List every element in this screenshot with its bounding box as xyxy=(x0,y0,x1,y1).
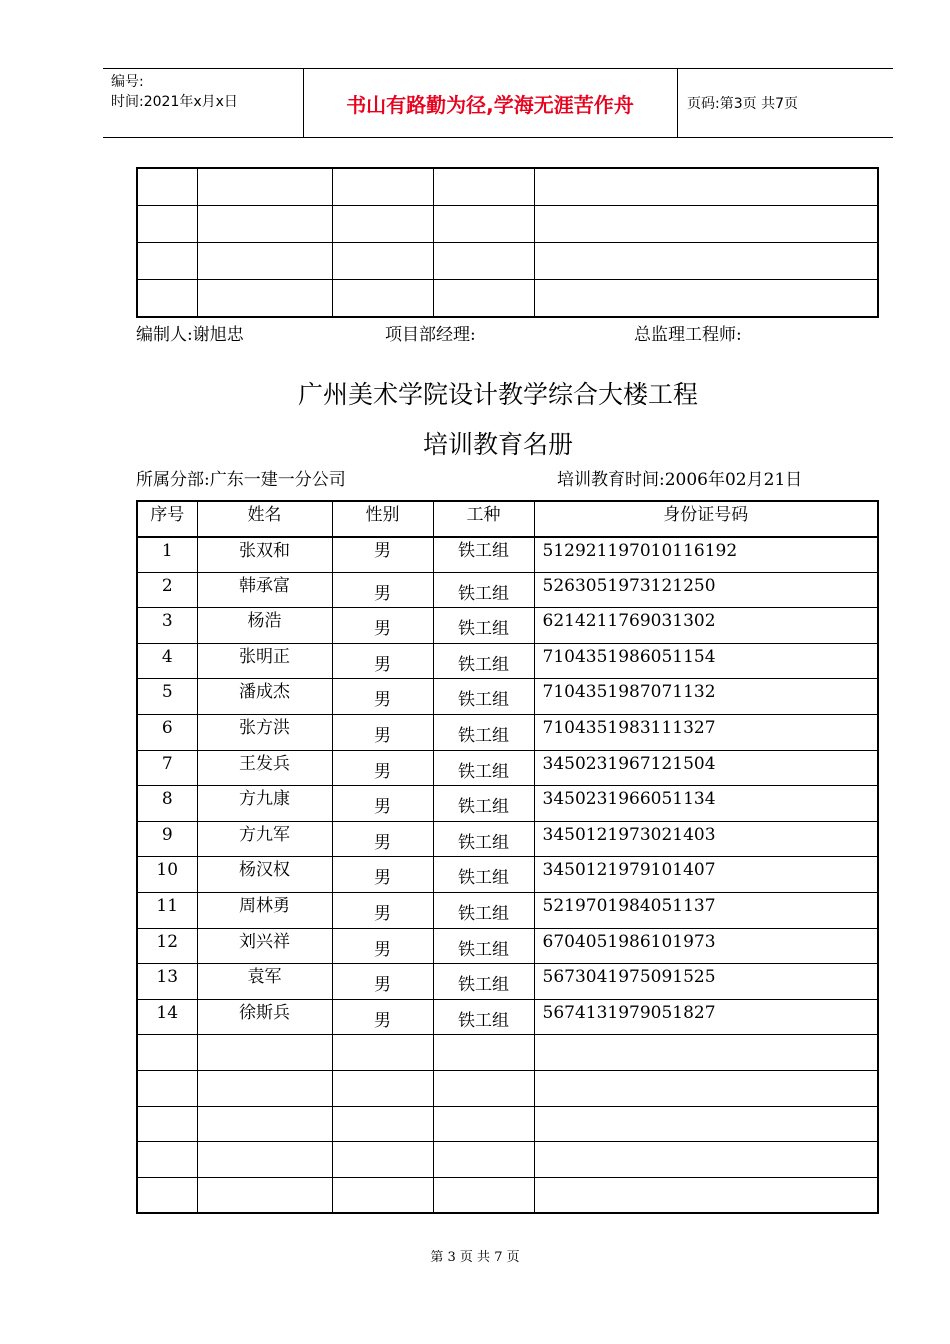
row-trade: 铁工组 xyxy=(433,572,534,608)
row-number: 4 xyxy=(137,643,197,679)
row-number: 13 xyxy=(137,964,197,1000)
supervisor-signature: 总监理工程师: xyxy=(634,325,742,345)
motto: 书山有路勤为径,学海无涯苦作舟 xyxy=(303,69,678,137)
empty-cell xyxy=(197,1106,332,1142)
row-name: 王发兵 xyxy=(197,750,332,786)
page-footer: 第 3 页 共 7 页 xyxy=(430,1250,520,1265)
table-row xyxy=(137,821,878,857)
header-trade: 工种 xyxy=(433,501,534,537)
document-subtitle: 培训教育名册 xyxy=(422,430,573,459)
table-row xyxy=(137,537,878,573)
row-gender: 男 xyxy=(332,537,433,573)
row-trade: 铁工组 xyxy=(433,821,534,857)
row-id-number: 5674131979051827 xyxy=(534,999,878,1035)
row-name: 袁军 xyxy=(197,964,332,1000)
row-number: 12 xyxy=(137,928,197,964)
table-row xyxy=(137,893,878,929)
compiler-signature: 编制人:谢旭忠 xyxy=(136,325,244,345)
table-row xyxy=(137,715,878,751)
row-number: 3 xyxy=(137,608,197,644)
row-name: 周林勇 xyxy=(197,893,332,929)
empty-row xyxy=(137,1071,878,1107)
document-title: 广州美术学院设计教学综合大楼工程 xyxy=(297,380,698,409)
row-number: 7 xyxy=(137,750,197,786)
empty-cell xyxy=(534,1106,878,1142)
empty-row xyxy=(137,1035,878,1071)
empty-cell xyxy=(534,1177,878,1213)
empty-cell xyxy=(197,1142,332,1178)
row-gender: 男 xyxy=(332,608,433,644)
row-trade: 铁工组 xyxy=(433,750,534,786)
number-label: 编号: xyxy=(111,74,144,90)
page-label: 页码:第3页 共7页 xyxy=(687,96,798,112)
empty-row xyxy=(137,1142,878,1178)
row-trade: 铁工组 xyxy=(433,999,534,1035)
row-number: 10 xyxy=(137,857,197,893)
row-id-number: 5673041975091525 xyxy=(534,964,878,1000)
row-id-number: 3450121979101407 xyxy=(534,857,878,893)
empty-cell xyxy=(433,1177,534,1213)
table-row xyxy=(137,243,878,280)
table-header-row xyxy=(137,501,878,537)
table-row xyxy=(137,168,878,206)
row-gender: 男 xyxy=(332,679,433,715)
row-number: 14 xyxy=(137,999,197,1035)
empty-cell xyxy=(332,1071,433,1107)
row-name: 方九康 xyxy=(197,786,332,822)
row-number: 9 xyxy=(137,821,197,857)
empty-cell xyxy=(197,1177,332,1213)
row-id-number: 7104351987071132 xyxy=(534,679,878,715)
empty-cell xyxy=(197,1035,332,1071)
row-trade: 铁工组 xyxy=(433,964,534,1000)
row-gender: 男 xyxy=(332,750,433,786)
row-gender: 男 xyxy=(332,857,433,893)
manager-signature: 项目部经理: xyxy=(385,325,476,345)
table-row xyxy=(137,999,878,1035)
empty-cell xyxy=(137,1106,197,1142)
row-trade: 铁工组 xyxy=(433,608,534,644)
row-name: 徐斯兵 xyxy=(197,999,332,1035)
row-id-number: 6214211769031302 xyxy=(534,608,878,644)
row-trade: 铁工组 xyxy=(433,786,534,822)
row-id-number: 6704051986101973 xyxy=(534,928,878,964)
row-id-number: 3450231966051134 xyxy=(534,786,878,822)
empty-cell xyxy=(332,1177,433,1213)
row-trade: 铁工组 xyxy=(433,537,534,573)
table-row xyxy=(137,964,878,1000)
row-number: 2 xyxy=(137,572,197,608)
row-gender: 男 xyxy=(332,715,433,751)
row-trade: 铁工组 xyxy=(433,643,534,679)
empty-cell xyxy=(332,1106,433,1142)
row-trade: 铁工组 xyxy=(433,928,534,964)
row-id-number: 5263051973121250 xyxy=(534,572,878,608)
time-label: 时间:2021年x月x日 xyxy=(111,94,238,110)
row-name: 张明正 xyxy=(197,643,332,679)
row-id-number: 7104351986051154 xyxy=(534,643,878,679)
row-id-number: 3450231967121504 xyxy=(534,750,878,786)
row-trade: 铁工组 xyxy=(433,857,534,893)
row-id-number: 3450121973021403 xyxy=(534,821,878,857)
row-id-number: 7104351983111327 xyxy=(534,715,878,751)
row-id-number: 512921197010116192 xyxy=(534,537,878,573)
table-row xyxy=(137,679,878,715)
empty-cell xyxy=(433,1071,534,1107)
empty-cell xyxy=(137,1142,197,1178)
row-name: 方九军 xyxy=(197,821,332,857)
row-name: 韩承富 xyxy=(197,572,332,608)
table-row xyxy=(137,928,878,964)
table-row xyxy=(137,280,878,318)
row-trade: 铁工组 xyxy=(433,893,534,929)
row-name: 杨汉权 xyxy=(197,857,332,893)
row-number: 1 xyxy=(137,537,197,573)
row-number: 5 xyxy=(137,679,197,715)
empty-cell xyxy=(534,1071,878,1107)
empty-row xyxy=(137,1106,878,1142)
row-id-number: 5219701984051137 xyxy=(534,893,878,929)
empty-cell xyxy=(433,1142,534,1178)
table-row xyxy=(137,786,878,822)
empty-cell xyxy=(137,1177,197,1213)
row-name: 张双和 xyxy=(197,537,332,573)
empty-cell xyxy=(534,1035,878,1071)
empty-cell xyxy=(433,1106,534,1142)
table-row xyxy=(137,750,878,786)
row-gender: 男 xyxy=(332,928,433,964)
header-name: 姓名 xyxy=(197,501,332,537)
page-header xyxy=(103,68,893,138)
empty-row xyxy=(137,1177,878,1213)
row-gender: 男 xyxy=(332,964,433,1000)
empty-cell xyxy=(433,1035,534,1071)
row-gender: 男 xyxy=(332,893,433,929)
row-gender: 男 xyxy=(332,643,433,679)
empty-cell xyxy=(137,1071,197,1107)
row-gender: 男 xyxy=(332,999,433,1035)
header-no: 序号 xyxy=(137,501,197,537)
empty-cell xyxy=(197,1071,332,1107)
empty-cell xyxy=(332,1035,433,1071)
empty-cell xyxy=(137,1035,197,1071)
table-row xyxy=(137,572,878,608)
table-row xyxy=(137,857,878,893)
row-number: 11 xyxy=(137,893,197,929)
continuation-table xyxy=(136,167,879,318)
header-meta xyxy=(103,69,304,137)
table-row xyxy=(137,206,878,243)
row-name: 潘成杰 xyxy=(197,679,332,715)
row-name: 杨浩 xyxy=(197,608,332,644)
branch-label: 所属分部:广东一建一分公司 xyxy=(136,470,346,490)
table-row xyxy=(137,643,878,679)
table-row xyxy=(137,608,878,644)
row-gender: 男 xyxy=(332,572,433,608)
row-name: 张方洪 xyxy=(197,715,332,751)
header-id: 身份证号码 xyxy=(534,501,878,537)
row-gender: 男 xyxy=(332,821,433,857)
row-name: 刘兴祥 xyxy=(197,928,332,964)
training-time: 培训教育时间:2006年02月21日 xyxy=(557,470,803,490)
empty-cell xyxy=(332,1142,433,1178)
empty-cell xyxy=(534,1142,878,1178)
row-gender: 男 xyxy=(332,786,433,822)
row-number: 8 xyxy=(137,786,197,822)
row-number: 6 xyxy=(137,715,197,751)
roster-table xyxy=(136,500,879,1214)
row-trade: 铁工组 xyxy=(433,715,534,751)
row-trade: 铁工组 xyxy=(433,679,534,715)
header-gender: 性别 xyxy=(332,501,433,537)
